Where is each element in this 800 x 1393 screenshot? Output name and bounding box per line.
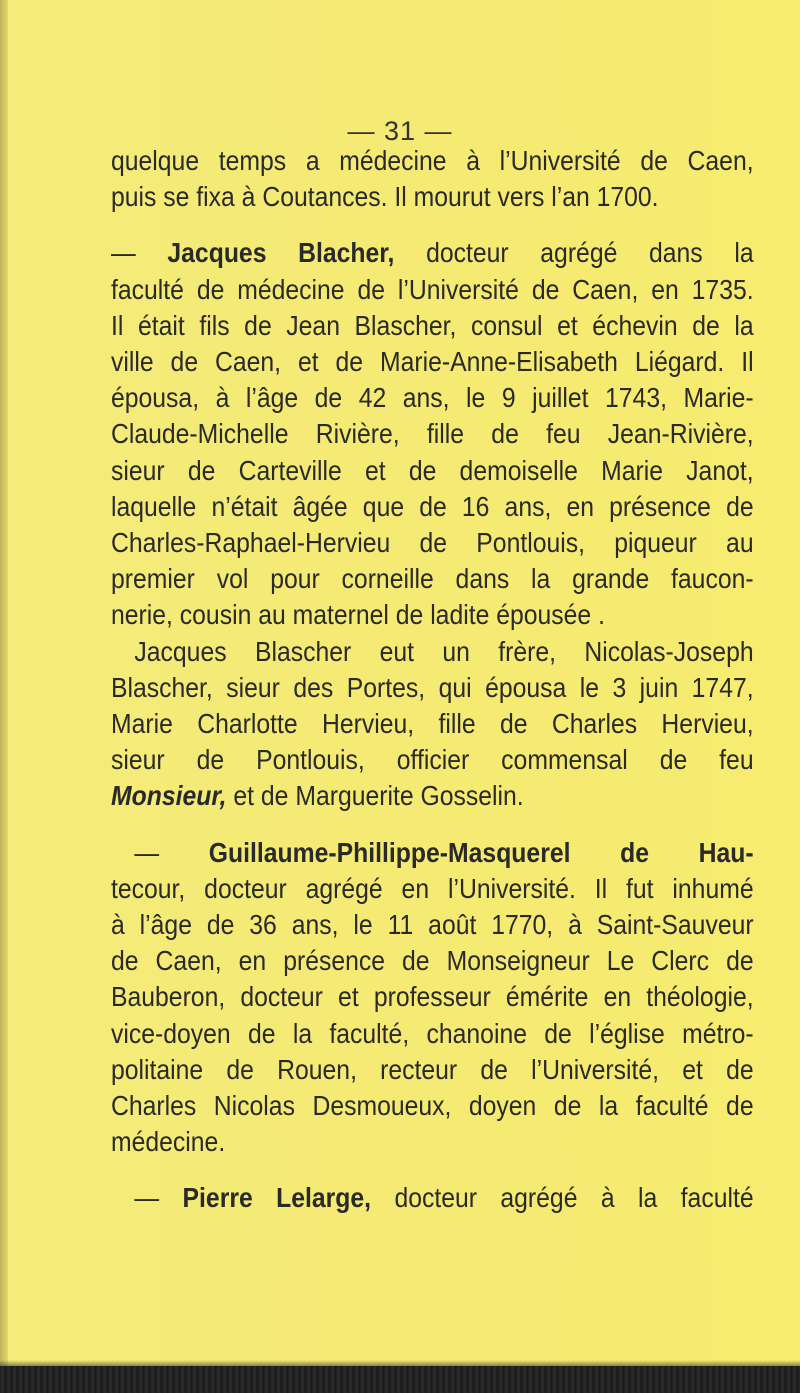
text-line: Jacques Blascher eut un frère, Nicolas-Joseph — [134, 635, 754, 667]
page-body — [111, 143, 754, 1217]
em-dash: — — [134, 836, 209, 868]
text-line — [111, 835, 754, 871]
text-line: puis se fixa à Coutances. Il mourut vers l’an 1700. — [111, 181, 659, 213]
text-line: ville de Caen, et de Marie-Anne-Elisabeth Liégard. Il — [111, 346, 754, 378]
text-line: médecine. — [111, 1126, 226, 1158]
text-line: politaine de Rouen, recteur de l’Université, et de — [111, 1053, 754, 1085]
page-number: — 31 — — [347, 116, 453, 146]
text-line: tecour, docteur agrégé en l’Université. Il fut inhumé — [111, 872, 754, 904]
em-dash: — — [111, 237, 168, 269]
text-line: premier vol pour corneille dans la grande faucon- — [111, 563, 754, 595]
text-line: Marie Charlotte Hervieu, fille de Charles Hervieu, — [111, 708, 754, 740]
text-line: vice-doyen de la faculté, chanoine de l’église métro- — [111, 1017, 754, 1049]
paragraph-2 — [111, 235, 754, 814]
text-line: nerie, cousin au maternel de ladite épousée . — [111, 599, 605, 631]
text-line: épousa, à l’âge de 42 ans, le 9 juillet 1743, Marie- — [111, 382, 754, 414]
text-line: de Caen, en présence de Monseigneur Le Clerc de — [111, 945, 754, 977]
text-line — [111, 235, 754, 271]
text-line: à l’âge de 36 ans, le 11 août 1770, à Saint-Sauveur — [111, 909, 754, 941]
paragraph-3 — [111, 835, 754, 1161]
text-line: faculté de médecine de l’Université de Caen, en 1735. — [111, 273, 754, 305]
paragraph-1 — [111, 143, 754, 215]
text-line: quelque temps a médecine à l’Université de Caen, — [111, 145, 754, 176]
person-name: Guillaume-Phillippe-Masquerel de Hau- — [208, 836, 754, 868]
text-line: Il était fils de Jean Blascher, consul et échevin de la — [111, 309, 754, 341]
em-dash: — — [134, 1182, 183, 1214]
text-line: Charles-Raphael-Hervieu de Pontlouis, piqueur au — [111, 527, 754, 559]
text-line: Bauberon, docteur et professeur émérite en théologie, — [111, 981, 754, 1013]
italic-word: Monsieur, — [111, 780, 227, 812]
text-line — [111, 778, 754, 814]
text-line: Blascher, sieur des Portes, qui épousa le 3 juin 1747, — [111, 671, 754, 703]
text-line: laquelle n’était âgée que de 16 ans, en présence de — [111, 490, 754, 522]
text-line: Claude-Michelle Rivière, fille de feu Jean-Rivière, — [111, 418, 754, 450]
person-name: Jacques Blacher, — [167, 237, 395, 269]
text-line: sieur de Carteville et de demoiselle Marie Janot, — [111, 454, 754, 486]
paragraph-4 — [111, 1180, 754, 1216]
line-text: docteur agrégé à la faculté — [371, 1182, 754, 1214]
line-text: docteur agrégé dans la — [394, 237, 754, 269]
line-text: et de Marguerite Gosselin. — [226, 780, 524, 812]
scan-bottom-edge — [0, 1366, 800, 1393]
text-line — [111, 1180, 754, 1216]
text-line: sieur de Pontlouis, officier commensal de feu — [111, 744, 754, 776]
text-line: Charles Nicolas Desmoueux, doyen de la faculté de — [111, 1090, 754, 1122]
person-name: Pierre Lelarge, — [182, 1182, 372, 1214]
